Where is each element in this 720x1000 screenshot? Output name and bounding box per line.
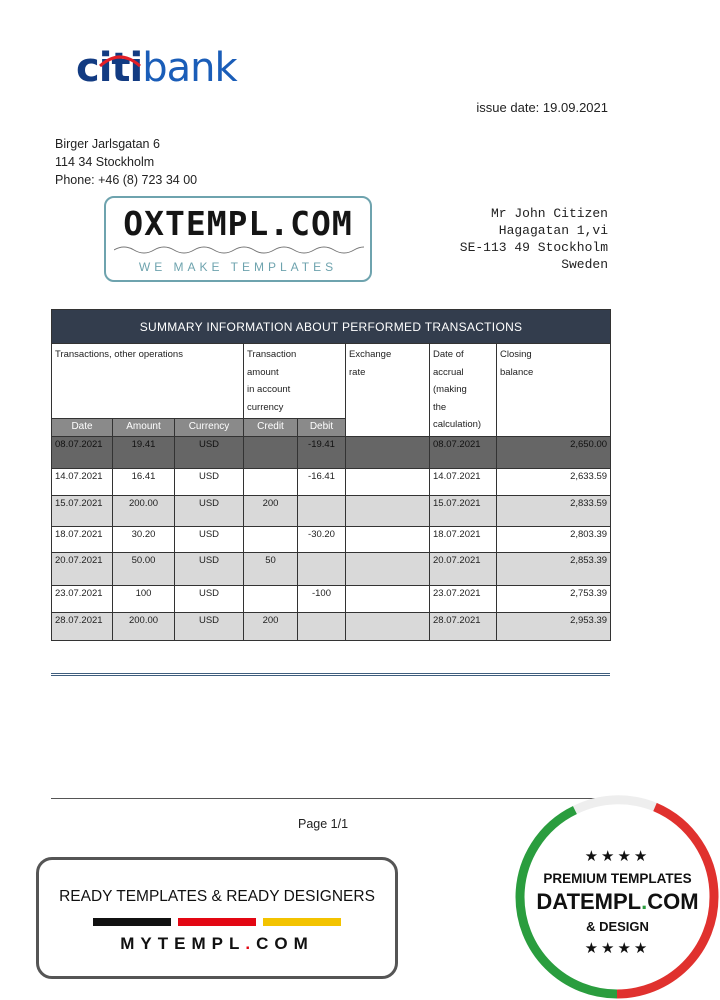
cell-amount: 200.00	[113, 495, 175, 526]
issue-date	[476, 100, 608, 115]
recipient-street: Hagagatan 1,vi	[498, 223, 608, 238]
table-row	[52, 495, 611, 526]
cell-amount: 200.00	[113, 612, 175, 640]
seal-line1: PREMIUM TEMPLATES	[543, 871, 692, 886]
cell-debit	[298, 552, 346, 585]
banner-stripe-yellow	[263, 918, 341, 926]
table-row	[52, 585, 611, 612]
cell-credit: 200	[244, 612, 298, 640]
issue-date-value: 19.09.2021	[542, 100, 608, 115]
cell-date: 14.07.2021	[52, 468, 113, 495]
cell-credit	[244, 585, 298, 612]
cell-debit: -30.20	[298, 526, 346, 552]
group-label-amount	[244, 344, 346, 419]
banner-stripe-black	[93, 918, 171, 926]
cell-accrual: 28.07.2021	[430, 612, 497, 640]
cell-balance: 2,650.00	[497, 436, 611, 468]
cell-amount: 30.20	[113, 526, 175, 552]
banner-url	[39, 934, 395, 954]
recipient-country: Sweden	[561, 257, 608, 272]
table-row	[52, 612, 611, 640]
cell-rate	[346, 495, 430, 526]
transactions-body	[52, 436, 611, 640]
oxtempl-watermark	[104, 196, 372, 282]
logo-citi-text: citi	[76, 45, 143, 91]
cell-accrual: 18.07.2021	[430, 526, 497, 552]
cell-accrual: 23.07.2021	[430, 585, 497, 612]
group-label-transactions: Transactions, other operations	[52, 344, 244, 419]
cell-accrual: 15.07.2021	[430, 495, 497, 526]
cell-date: 23.07.2021	[52, 585, 113, 612]
cell-credit: 200	[244, 495, 298, 526]
column-header-amount: Amount	[113, 419, 175, 436]
cell-debit: -19.41	[298, 436, 346, 468]
cell-credit	[244, 468, 298, 495]
column-header-currency: Currency	[175, 419, 244, 436]
recipient-city: SE-113 49 Stockholm	[459, 240, 608, 255]
seal-stars-top: ★★★★	[584, 848, 651, 865]
seal-stars-bottom: ★★★★	[584, 940, 651, 957]
recipient-name: Mr John Citizen	[490, 206, 608, 221]
table-row	[52, 526, 611, 552]
datempl-seal	[515, 795, 720, 1000]
column-header-credit: Credit	[244, 419, 298, 436]
accrual-label-line: accrual	[433, 366, 464, 378]
banner-title: READY TEMPLATES & READY DESIGNERS	[59, 888, 375, 905]
exchange-label-line: Exchange	[349, 349, 392, 360]
table-row	[52, 468, 611, 495]
cell-debit: -16.41	[298, 468, 346, 495]
banner-url-main: MYTEMPL	[120, 934, 246, 953]
page-number: Page 1/1	[298, 817, 349, 831]
seal-brand-tld: COM	[647, 889, 699, 914]
cell-credit: 50	[244, 552, 298, 585]
seal-brand	[515, 889, 720, 915]
cell-balance: 2,633.59	[497, 468, 611, 495]
cell-currency: USD	[175, 526, 244, 552]
bank-address	[55, 135, 197, 189]
table-row	[52, 436, 611, 468]
cell-balance: 2,833.59	[497, 495, 611, 526]
cell-currency: USD	[175, 468, 244, 495]
logo-arc-icon	[98, 52, 142, 68]
amount-label-line: currency	[247, 401, 284, 413]
cell-accrual: 08.07.2021	[430, 436, 497, 468]
cell-balance: 2,853.39	[497, 552, 611, 585]
seal-brand-main: DATEMPL	[536, 889, 642, 914]
cell-date: 08.07.2021	[52, 436, 113, 468]
amount-label-line: Transaction	[247, 349, 297, 360]
cell-currency: USD	[175, 495, 244, 526]
cell-currency: USD	[175, 612, 244, 640]
cell-debit	[298, 612, 346, 640]
amount-label-line: amount	[247, 366, 279, 378]
recipient-address	[460, 205, 608, 273]
cell-credit	[244, 526, 298, 552]
cell-currency: USD	[175, 436, 244, 468]
cell-date: 15.07.2021	[52, 495, 113, 526]
cell-amount: 50.00	[113, 552, 175, 585]
cell-rate	[346, 468, 430, 495]
table-row	[52, 552, 611, 585]
cell-amount: 100	[113, 585, 175, 612]
cell-balance: 2,803.39	[497, 526, 611, 552]
cell-accrual: 20.07.2021	[430, 552, 497, 585]
seal-brand-dot: .	[641, 889, 648, 914]
seal-line3: & DESIGN	[586, 919, 649, 934]
cell-date: 20.07.2021	[52, 552, 113, 585]
table-title: SUMMARY INFORMATION ABOUT PERFORMED TRANSACTIONS	[52, 310, 611, 344]
banner-url-dot: .	[245, 934, 257, 953]
amount-label-line: in account	[247, 384, 291, 395]
cell-currency: USD	[175, 585, 244, 612]
cell-balance: 2,953.39	[497, 612, 611, 640]
accrual-label-line: the	[433, 401, 447, 413]
exchange-label-line: rate	[349, 366, 366, 378]
bank-street: Birger Jarlsgatan 6	[55, 137, 160, 151]
accrual-label-line: Date of	[433, 349, 464, 360]
cell-rate	[346, 612, 430, 640]
group-label-accrual	[430, 344, 497, 437]
closing-label-line: Closing	[500, 349, 532, 360]
cell-currency: USD	[175, 552, 244, 585]
cell-amount: 16.41	[113, 468, 175, 495]
cell-rate	[346, 526, 430, 552]
issue-date-label: issue date:	[476, 100, 540, 115]
cell-date: 28.07.2021	[52, 612, 113, 640]
wave-decoration-icon	[114, 242, 364, 258]
banner-url-tld: COM	[256, 934, 314, 953]
cell-balance: 2,753.39	[497, 585, 611, 612]
double-divider	[51, 673, 610, 676]
group-label-exchange	[346, 344, 430, 437]
cell-debit	[298, 495, 346, 526]
watermark-subtitle: WE MAKE TEMPLATES	[138, 260, 338, 274]
accrual-label-line: calculation)	[433, 419, 482, 430]
closing-label-line: balance	[500, 366, 534, 378]
accrual-label-line: (making	[433, 384, 467, 395]
mytempl-banner	[36, 857, 398, 979]
cell-amount: 19.41	[113, 436, 175, 468]
watermark-title: OXTEMPL.COM	[123, 204, 353, 243]
cell-debit: -100	[298, 585, 346, 612]
cell-date: 18.07.2021	[52, 526, 113, 552]
cell-rate	[346, 585, 430, 612]
column-header-date: Date	[52, 419, 113, 436]
bank-city: 114 34 Stockholm	[55, 155, 155, 169]
cell-accrual: 14.07.2021	[430, 468, 497, 495]
bank-phone: Phone: +46 (8) 723 34 00	[55, 173, 198, 187]
banner-stripe-red	[178, 918, 256, 926]
column-header-debit: Debit	[298, 419, 346, 436]
group-label-closing	[497, 344, 611, 437]
cell-rate	[346, 436, 430, 468]
cell-rate	[346, 552, 430, 585]
logo-bank-text: bank	[142, 45, 237, 91]
transactions-table	[51, 309, 610, 641]
cell-credit	[244, 436, 298, 468]
